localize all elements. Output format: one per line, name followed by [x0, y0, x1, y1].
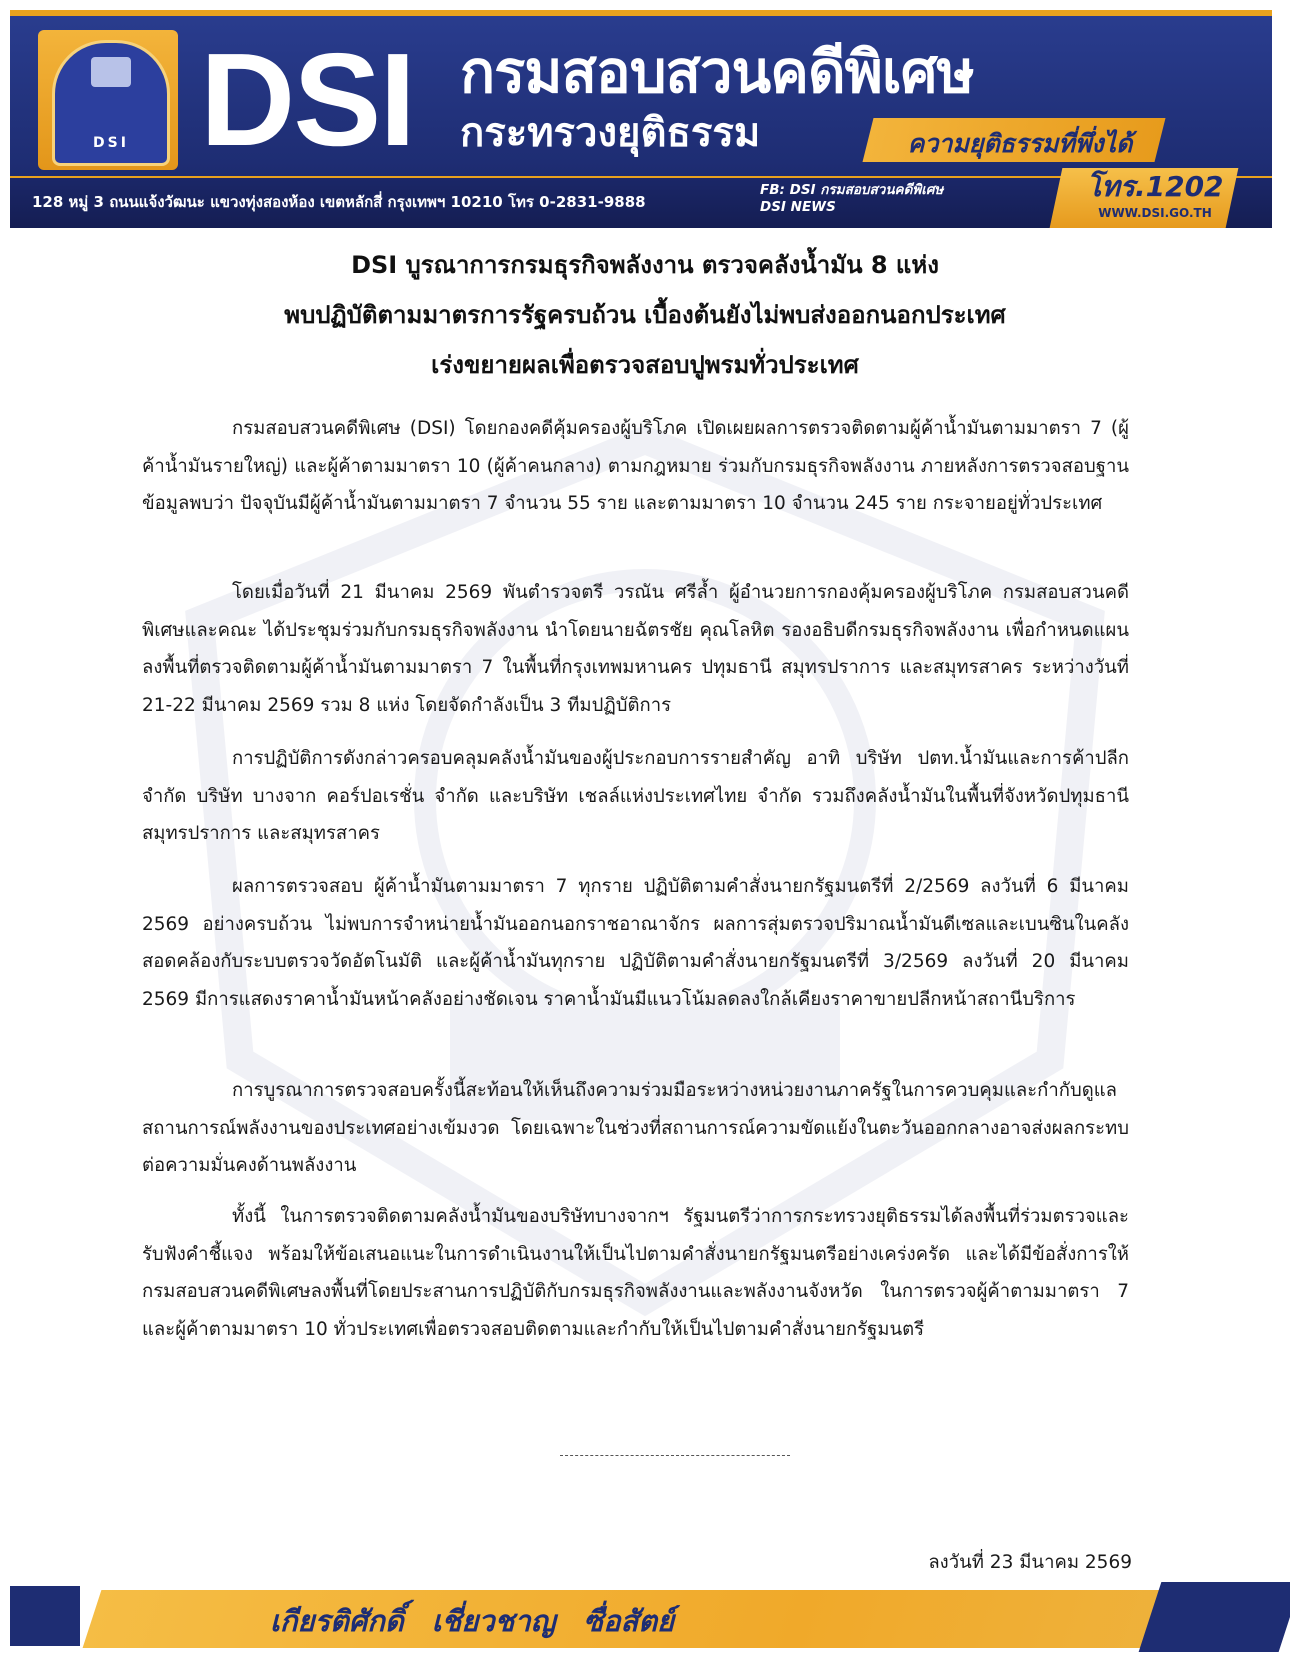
- facebook-info: [760, 182, 960, 216]
- website-url: WWW.DSI.GO.TH: [1098, 206, 1212, 220]
- slogan-text: ความยุติธรรมที่พึ่งได้: [907, 129, 1133, 158]
- paragraph-3-text: การปฏิบัติการดังกล่าวครอบคลุมคลังน้ำมันของผู้ประกอบการรายสำคัญ อาทิ บริษัท ปตท.น้ำมันและการค้าปลีก จำกัด บริษัท บางจาก คอร์ปอเรชั่น จำกัด และบริษัท เชลล์แห่งประเทศไทย จำกัด รวมถึงคลังน้ำมันในพื้นที่จังหวัดปทุมธานี สมุทรปราการ และสมุทรสาคร: [142, 748, 1129, 844]
- body-paragraph-6: [142, 1198, 1129, 1348]
- headline-line-2: พบปฏิบัติตามมาตรการรัฐครบถ้วน เบื้องต้นยังไม่พบส่งออกนอกประเทศ: [284, 301, 1006, 329]
- headline-line-3: เร่งขยายผลเพื่อตรวจสอบปูพรมทั่วประเทศ: [431, 351, 859, 379]
- body-paragraph-1: [142, 410, 1129, 523]
- body-paragraph-4: [142, 868, 1129, 1018]
- body-paragraph-5: [142, 1072, 1129, 1185]
- logo-text: DSI: [93, 135, 129, 151]
- issue-date: ลงวันที่ 23 มีนาคม 2569: [928, 1552, 1132, 1573]
- press-release-headline: [150, 240, 1140, 390]
- footer-right-block: [1139, 1582, 1290, 1652]
- end-divider: [560, 1455, 790, 1456]
- paragraph-5-text: การบูรณาการตรวจสอบครั้งนี้สะท้อนให้เห็นถึงความร่วมมือระหว่างหน่วยงานภาครัฐในการควบคุมและกำกับดูแลสถานการณ์พลังงานของประเทศอย่างเข้มงวด โดยเฉพาะในช่วงที่สถานการณ์ความขัดแย้งในตะวันออกกลางอาจส่งผลกระทบต่อความมั่นคงด้านพลังงาน: [142, 1080, 1129, 1176]
- org-name: กรมสอบสวนคดีพิเศษ: [460, 38, 974, 106]
- headline-line-1: DSI บูรณาการกรมธุรกิจพลังงาน ตรวจคลังน้ำมัน 8 แห่ง: [351, 251, 939, 279]
- paragraph-1-text: กรมสอบสวนคดีพิเศษ (DSI) โดยกองคดีคุ้มครองผู้บริโภค เปิดเผยผลการตรวจติดตามผู้ค้าน้ำมันตามมาตรา 7 (ผู้ค้าน้ำมันรายใหญ่) และผู้ค้าตามมาตรา 10 (ผู้ค้าคนกลาง) ตามกฎหมาย ร่วมกับกรมธุรกิจพลังงาน ภายหลังการตรวจสอบฐานข้อมูลพบว่า ปัจจุบันมีผู้ค้าน้ำมันตามมาตรา 7 จำนวน 55 ราย และตามมาตรา 10 จำนวน 245 ราย กระจายอยู่ทั่วประเทศ: [142, 418, 1129, 514]
- paragraph-6-text: ทั้งนี้ ในการตรวจติดตามคลังน้ำมันของบริษัทบางจากฯ รัฐมนตรีว่าการกระทรวงยุติธรรมได้ลงพื้นที่ร่วมตรวจและรับฟังคำชี้แจง พร้อมให้ข้อเสนอแนะในการดำเนินงานให้เป็นไปตามคำสั่งนายกรัฐมนตรีอย่างเคร่งครัด และได้มีข้อสั่งการให้กรมสอบสวนคดีพิเศษลงพื้นที่โดยประสานการปฏิบัติกับกรมธุรกิจพลังงานและพลังงานจังหวัด ในการตรวจผู้ค้าตามมาตรา 7 และผู้ค้าตามมาตรา 10 ทั่วประเทศเพื่อตรวจสอบติดตามและกำกับให้เป็นไปตามคำสั่งนายกรัฐมนตรี: [142, 1206, 1129, 1340]
- ministry-name: กระทรวงยุติธรรม: [460, 110, 761, 156]
- header-banner: [10, 10, 1272, 228]
- facebook-line-2: DSI NEWS: [760, 199, 836, 215]
- emblem-icon: [91, 57, 131, 87]
- paragraph-4-text: ผลการตรวจสอบ ผู้ค้าน้ำมันตามมาตรา 7 ทุกราย ปฏิบัติตามคำสั่งนายกรัฐมนตรีที่ 2/2569 ลงวันที่ 6 มีนาคม 2569 อย่างครบถ้วน ไม่พบการจำหน่ายน้ำมันออกนอกราชอาณาจักร ผลการสุ่มตรวจปริมาณน้ำมันดีเซลและเบนซินในคลัง สอดคล้องกับระบบตรวจวัดอัตโนมัติ และผู้ค้าน้ำมันทุกราย ปฏิบัติตามคำสั่งนายกรัฐมนตรีที่ 3/2569 ลงวันที่ 20 มีนาคม 2569 มีการแสดงราคาน้ำมันหน้าคลังอย่างชัดเจน ราคาน้ำมันมีแนวโน้มลดลงใกล้เคียงราคาขายปลีกหน้าสถานีบริการ: [142, 876, 1129, 1010]
- brand-wordmark: DSI: [200, 26, 415, 173]
- footer-bar: [83, 1590, 1282, 1648]
- logo-shield: [52, 40, 170, 166]
- dsi-logo: [38, 30, 178, 170]
- address-text: 128 หมู่ 3 ถนนแจ้งวัฒนะ แขวงทุ่งสองห้อง เขตหลักสี่ กรุงเทพฯ 10210 โทร 0-2831-9888: [32, 193, 646, 211]
- paragraph-2-text: โดยเมื่อวันที่ 21 มีนาคม 2569 พันตำรวจตรี วรณัน ศรีล้ำ ผู้อำนวยการกองคุ้มครองผู้บริโภค กรมสอบสวนคดีพิเศษและคณะ ได้ประชุมร่วมกับกรมธุรกิจพลังงาน นำโดยนายฉัตรชัย คุณโลหิต รองอธิบดีกรมธุรกิจพลังงาน เพื่อกำหนดแผนลงพื้นที่ตรวจติดตามผู้ค้าน้ำมันตามมาตรา 7 ในพื้นที่กรุงเทพมหานคร ปทุมธานี สมุทรปราการ และสมุทรสาคร ระหว่างวันที่ 21-22 มีนาคม 2569 รวม 8 แห่ง โดยจัดกำลังเป็น 3 ทีมปฏิบัติการ: [142, 582, 1129, 716]
- banner-top-stripe: [10, 10, 1272, 16]
- hotline-number: โทร.1202: [1086, 170, 1224, 203]
- footer-left-block: [10, 1586, 80, 1646]
- body-paragraph-2: [142, 574, 1129, 724]
- body-paragraph-3: [142, 740, 1129, 853]
- facebook-line-1: FB: DSI กรมสอบสวนคดีพิเศษ: [760, 182, 944, 198]
- footer-motto: เกียรติศักดิ์ เชี่ยวชาญ ซื่อสัตย์: [270, 1604, 675, 1638]
